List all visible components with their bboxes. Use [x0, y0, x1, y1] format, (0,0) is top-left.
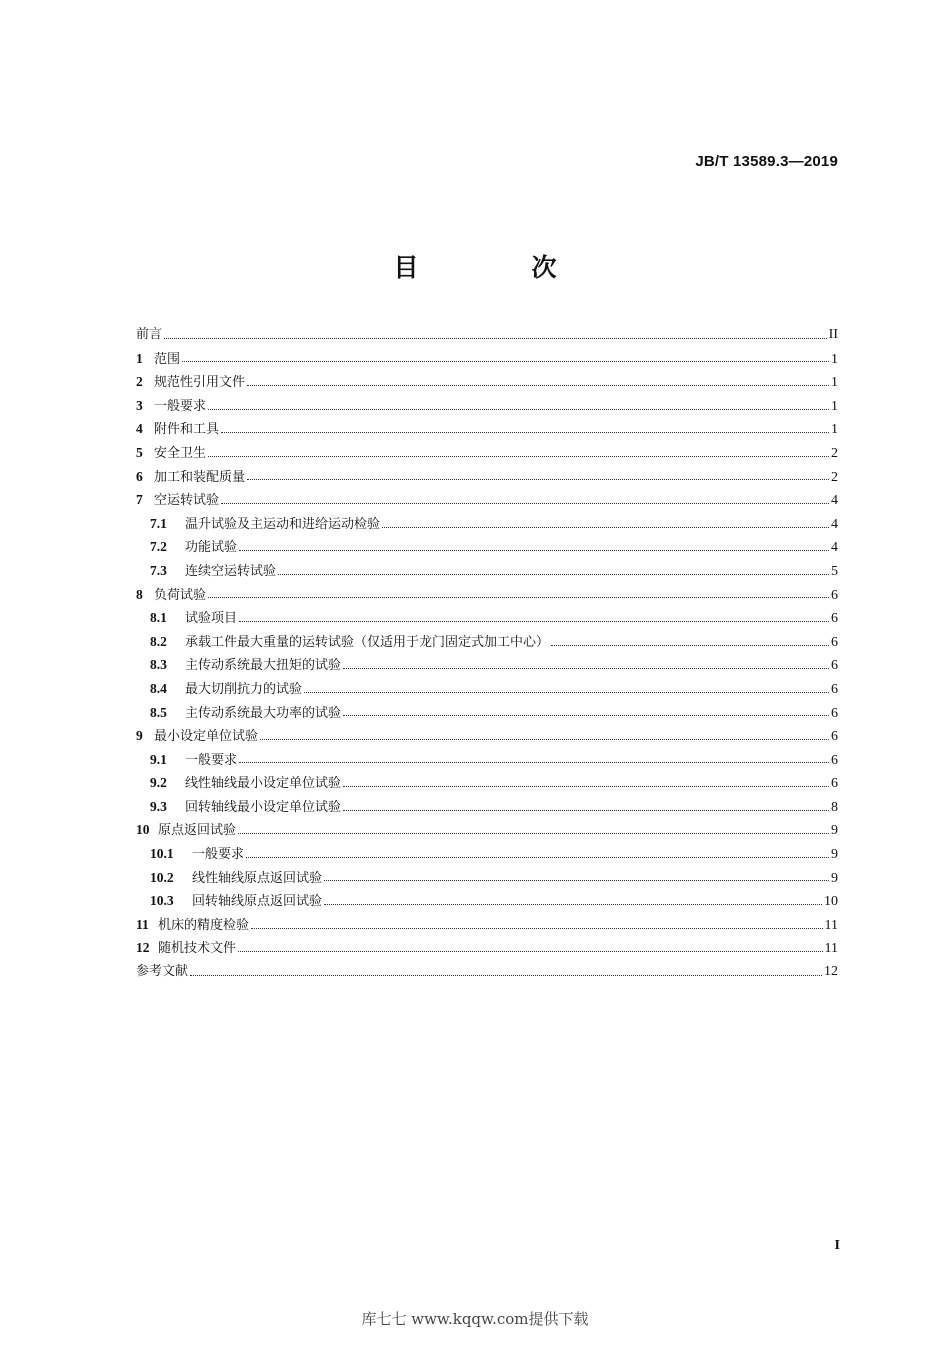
- dot-leader: [343, 785, 829, 787]
- dot-leader: [247, 384, 829, 386]
- toc-entry-label: 范围: [154, 351, 181, 367]
- toc-entry-number: 8: [136, 586, 143, 602]
- toc-entry[interactable]: [136, 795, 838, 819]
- toc-entry-label: 随机技术文件: [158, 941, 237, 957]
- toc-entry-number: 7.1: [150, 515, 167, 531]
- toc-entry[interactable]: [136, 488, 838, 512]
- toc-entry-number: 12: [136, 940, 150, 956]
- toc-title: 目 次: [393, 253, 601, 282]
- toc-entry[interactable]: [136, 653, 838, 677]
- dot-leader: [343, 714, 829, 716]
- dot-leader: [324, 903, 822, 905]
- toc-entry-label: 空运转试验: [154, 493, 220, 509]
- toc-entry-page: 4: [831, 493, 838, 509]
- toc-entry[interactable]: [136, 818, 838, 842]
- toc-entry-number: 8.1: [150, 610, 167, 626]
- toc-entry-page: 4: [831, 516, 838, 532]
- dot-leader: [551, 644, 829, 646]
- dot-leader: [382, 526, 829, 528]
- toc-entry-number: 7: [136, 492, 143, 508]
- toc-entry-label: 一般要求: [185, 752, 238, 768]
- toc-entry[interactable]: [136, 323, 838, 347]
- dot-leader: [324, 879, 829, 881]
- toc-entry-page: 1: [831, 398, 838, 414]
- dot-leader: [251, 927, 823, 929]
- toc-entry[interactable]: [136, 630, 838, 654]
- toc-entry[interactable]: [136, 913, 838, 937]
- toc-entry[interactable]: [136, 394, 838, 418]
- dot-leader: [190, 974, 822, 976]
- toc-entry[interactable]: [136, 465, 838, 489]
- toc-entry-page: 6: [831, 729, 838, 745]
- download-watermark: 库七七 www.kqqw.com提供下载: [361, 1310, 589, 1328]
- toc-entry-page: 12: [824, 964, 838, 980]
- toc-entry-number: 7.2: [150, 539, 167, 555]
- toc-entry-number: 9.1: [150, 751, 167, 767]
- toc-entry-label: 加工和装配质量: [154, 469, 246, 485]
- toc-entry-page: 9: [831, 870, 838, 886]
- toc-entry-page: 8: [831, 799, 838, 815]
- toc-entry-page: 1: [831, 351, 838, 367]
- toc-entry-number: 1: [136, 350, 143, 366]
- toc-entry-page: 4: [831, 540, 838, 556]
- dot-leader: [278, 573, 829, 575]
- toc-entry-page: 6: [831, 776, 838, 792]
- toc-entry[interactable]: [136, 889, 838, 913]
- toc-entry-number: 2: [136, 374, 143, 390]
- toc-entry-label: 一般要求: [154, 398, 207, 414]
- toc-entry[interactable]: [136, 512, 838, 536]
- toc-entry-label: 安全卫生: [154, 445, 207, 461]
- toc-entry[interactable]: [136, 535, 838, 559]
- toc-entry-label: 功能试验: [185, 540, 238, 556]
- dot-leader: [238, 832, 829, 834]
- toc-entry[interactable]: [136, 606, 838, 630]
- table-of-contents: [136, 323, 838, 984]
- dot-leader: [208, 408, 829, 410]
- dot-leader: [239, 620, 829, 622]
- toc-entry-label: 回转轴线原点返回试验: [192, 894, 323, 910]
- toc-entry-page: 6: [831, 634, 838, 650]
- toc-entry-label: 承载工件最大重量的运转试验（仅适用于龙门固定式加工中心）: [185, 634, 550, 650]
- toc-entry-page: 10: [824, 894, 838, 910]
- toc-entry[interactable]: [136, 417, 838, 441]
- dot-leader: [343, 667, 829, 669]
- toc-entry-number: 8.3: [150, 657, 167, 673]
- toc-entry-number: 9.3: [150, 798, 167, 814]
- toc-entry-number: 4: [136, 421, 143, 437]
- toc-entry-label: 规范性引用文件: [154, 375, 246, 391]
- toc-entry-label: 主传动系统最大扭矩的试验: [185, 658, 342, 674]
- toc-entry-number: 10.2: [150, 869, 174, 885]
- page-number: I: [834, 1238, 840, 1253]
- toc-entry-page: 6: [831, 752, 838, 768]
- dot-leader: [182, 360, 829, 362]
- toc-entry-number: 6: [136, 468, 143, 484]
- toc-entry[interactable]: [136, 583, 838, 607]
- dot-leader: [208, 455, 829, 457]
- dot-leader: [304, 691, 829, 693]
- dot-leader: [343, 809, 829, 811]
- toc-entry-page: II: [828, 327, 838, 342]
- dot-leader: [247, 478, 829, 480]
- toc-entry-number: 10.1: [150, 846, 174, 862]
- toc-entry-page: 11: [824, 917, 838, 933]
- toc-entry-page: 9: [831, 847, 838, 863]
- toc-entry[interactable]: [136, 842, 838, 866]
- dot-leader: [239, 549, 829, 551]
- toc-entry-label: 负荷试验: [154, 587, 207, 603]
- toc-entry-page: 9: [831, 823, 838, 839]
- toc-entry-label: 原点返回试验: [158, 823, 237, 839]
- toc-entry-page: 1: [831, 422, 838, 438]
- toc-entry-page: 6: [831, 705, 838, 721]
- toc-entry-label: 试验项目: [185, 611, 238, 627]
- toc-entry[interactable]: [136, 748, 838, 772]
- toc-entry-number: 11: [136, 916, 149, 932]
- toc-entry-number: 10.3: [150, 893, 174, 909]
- toc-entry-label: 机床的精度检验: [158, 917, 250, 933]
- toc-entry[interactable]: [136, 441, 838, 465]
- toc-entry[interactable]: [136, 559, 838, 583]
- toc-entry-number: 3: [136, 397, 143, 413]
- toc-entry-label: 一般要求: [192, 847, 245, 863]
- toc-entry-number: 8.4: [150, 680, 167, 696]
- toc-entry[interactable]: [136, 347, 838, 371]
- toc-entry-page: 11: [824, 941, 838, 957]
- toc-entry-page: 6: [831, 658, 838, 674]
- dot-leader: [164, 337, 827, 339]
- toc-entry[interactable]: [136, 701, 838, 725]
- dot-leader: [260, 738, 829, 740]
- toc-entry[interactable]: [136, 724, 838, 748]
- toc-entry-label: 最大切削抗力的试验: [185, 681, 303, 697]
- toc-entry-page: 1: [831, 375, 838, 391]
- toc-entry-label: 线性轴线最小设定单位试验: [185, 776, 342, 792]
- toc-entry-number: 8.2: [150, 633, 167, 649]
- toc-entry-page: 2: [831, 469, 838, 485]
- toc-entry-number: 9: [136, 728, 143, 744]
- toc-entry-page: 2: [831, 445, 838, 461]
- toc-entry-number: 10: [136, 822, 150, 838]
- toc-entry-number: 5: [136, 444, 143, 460]
- toc-entry-page: 6: [831, 587, 838, 603]
- toc-entry-label: 附件和工具: [154, 422, 220, 438]
- toc-entry-number: 8.5: [150, 704, 167, 720]
- dot-leader: [238, 950, 823, 952]
- dot-leader: [208, 596, 829, 598]
- standard-number: JB/T 13589.3—2019: [695, 153, 838, 170]
- dot-leader: [239, 761, 829, 763]
- toc-entry[interactable]: [136, 960, 838, 984]
- toc-entry-label: 前言: [136, 327, 163, 342]
- toc-entry-number: 7.3: [150, 562, 167, 578]
- dot-leader: [246, 856, 829, 858]
- toc-entry-label: 线性轴线原点返回试验: [192, 870, 323, 886]
- toc-entry-label: 最小设定单位试验: [154, 729, 259, 745]
- toc-entry-label: 温升试验及主运动和进给运动检验: [185, 516, 381, 532]
- toc-entry[interactable]: [136, 771, 838, 795]
- dot-leader: [221, 502, 829, 504]
- toc-entry-label: 回转轴线最小设定单位试验: [185, 799, 342, 815]
- toc-entry-page: 6: [831, 611, 838, 627]
- toc-entry[interactable]: [136, 370, 838, 394]
- toc-entry[interactable]: [136, 677, 838, 701]
- toc-entry[interactable]: [136, 866, 838, 890]
- toc-entry-page: 5: [831, 563, 838, 579]
- toc-entry-label: 连续空运转试验: [185, 563, 277, 579]
- toc-entry-number: 9.2: [150, 775, 167, 791]
- toc-entry-label: 主传动系统最大功率的试验: [185, 705, 342, 721]
- toc-entry[interactable]: [136, 936, 838, 960]
- toc-entry-page: 6: [831, 681, 838, 697]
- dot-leader: [221, 431, 829, 433]
- toc-entry-label: 参考文献: [136, 964, 189, 980]
